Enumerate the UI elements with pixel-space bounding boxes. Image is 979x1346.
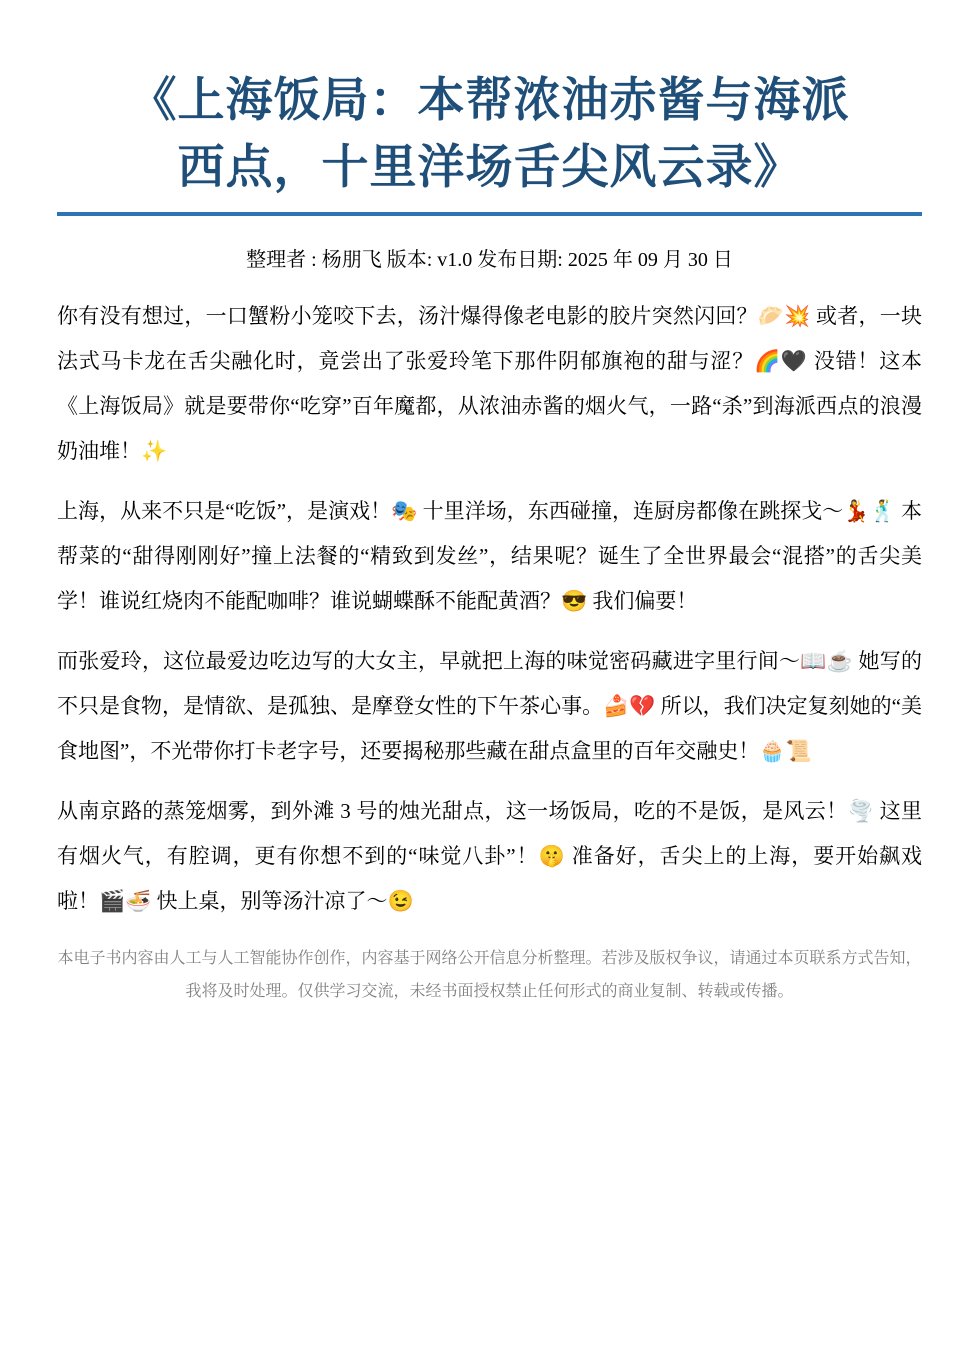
disclaimer-footer: 本电子书内容由人工与人工智能协作创作，内容基于网络公开信息分析整理。若涉及版权争议，请通过本页联系方式告知，我将及时处理。仅供学习交流，未经书面授权禁止任何形式的商业复制、转载或传播。 [57, 950, 922, 1000]
paragraph-shanghai-stage: 上海，从来不只是“吃饭”，是演戏！🎭 十里洋场，东西碰撞，连厨房都像在跳探戈～💃🕺 本帮菜的“甜得刚刚好”撞上法餐的“精致到发丝”，结果呢？诞生了全世界最会“混搭”的舌尖美学！谁说红烧肉不能配咖啡？谁说蝴蝶酥不能配黄酒？😎 我们偏要！ [57, 499, 922, 613]
doc-meta: 整理者 : 杨朋飞 版本: v1.0 发布日期: 2025 年 09 月 30 日 [246, 249, 733, 271]
page-title-line-1: 《上海饭局：本帮浓油赤酱与海派 [129, 73, 850, 126]
title-divider [57, 212, 922, 216]
page-title [57, 66, 922, 200]
paragraph-closing: 从南京路的蒸笼烟雾，到外滩 3 号的烛光甜点，这一场饭局，吃的不是饭，是风云！🌪️ 这里有烟火气，有腔调，更有你想不到的“味觉八卦”！🤫 准备好，舌尖上的上海，要开始飙戏啦！🎬🍜 快上桌，别等汤汁凉了～😉 [57, 799, 922, 913]
paragraph-intro: 你有没有想过，一口蟹粉小笼咬下去，汤汁爆得像老电影的胶片突然闪回？🥟💥 或者，一块法式马卡龙在舌尖融化时，竟尝出了张爱玲笔下那件阴郁旗袍的甜与涩？🌈🖤 没错！这本《上海饭局》就是要带你“吃穿”百年魔都，从浓油赤酱的烟火气，一路“杀”到海派西点的浪漫奶油堆！✨ [57, 304, 922, 463]
paragraph-zhang-ailing: 而张爱玲，这位最爱边吃边写的大女主，早就把上海的味觉密码藏进字里行间～📖☕ 她写的不只是食物，是情欲、是孤独、是摩登女性的下午茶心事。🍰💔 所以，我们决定复刻她的“美食地图”，不光带你打卡老字号，还要揭秘那些藏在甜点盒里的百年交融史！🧁📜 [57, 649, 922, 763]
page-title-line-2: 西点，十里洋场舌尖风云录》 [177, 140, 802, 193]
